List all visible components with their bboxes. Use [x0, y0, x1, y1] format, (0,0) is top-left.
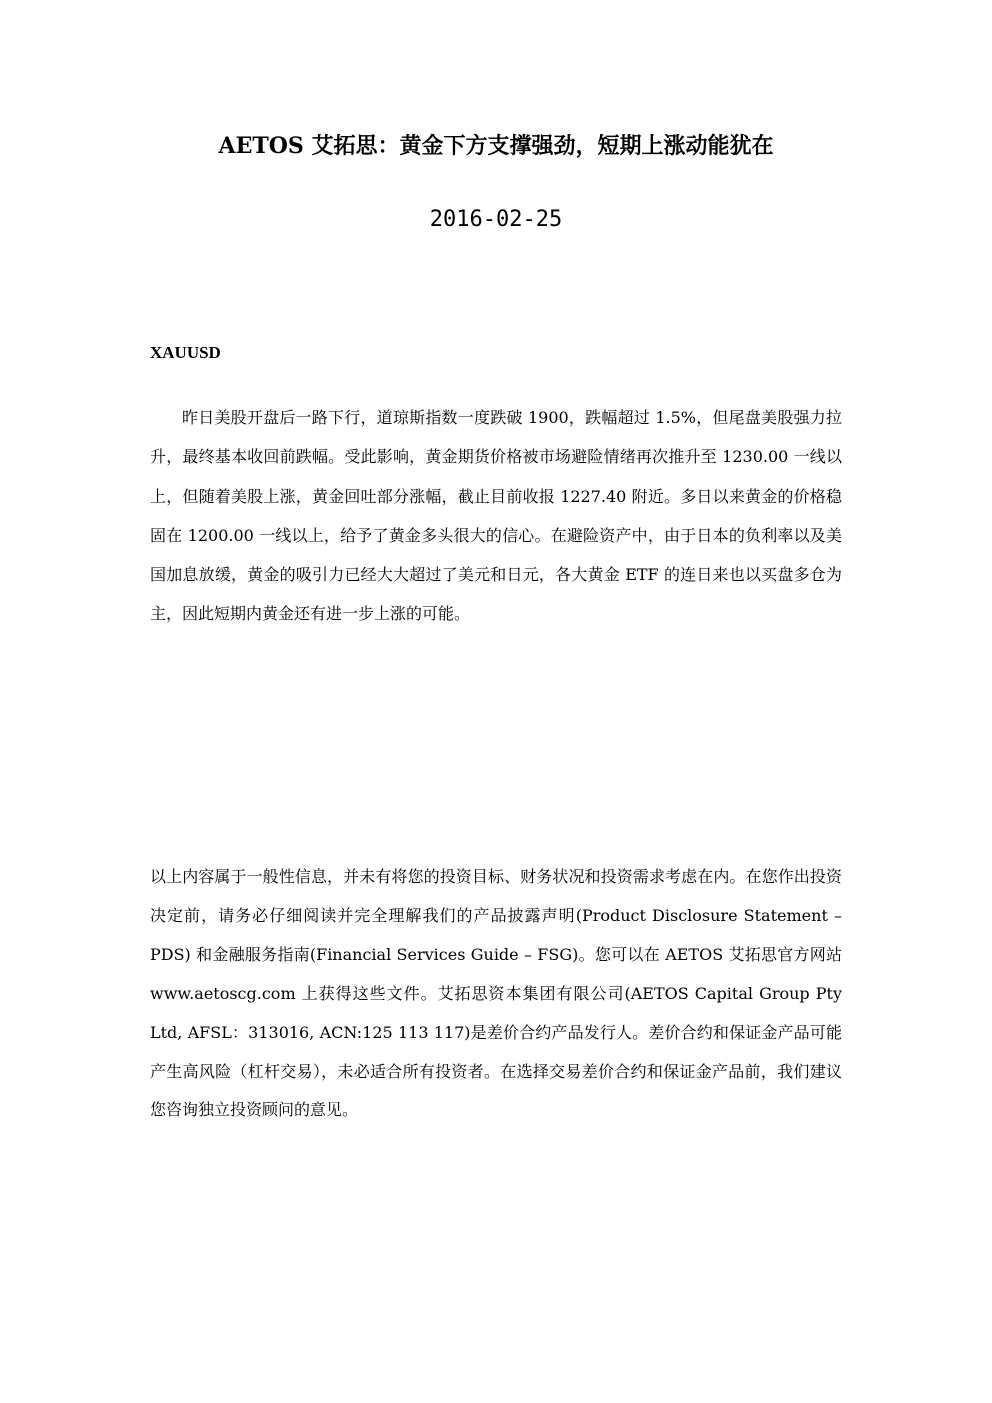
document-title: AETOS 艾拓思：黄金下方支撑强劲，短期上涨动能犹在 [218, 133, 774, 159]
disclaimer-paragraph: 以上内容属于一般性信息，并未有将您的投资目标、财务状况和投资需求考虑在内。在您作出投资决定前，请务必仔细阅读并完全理解我们的产品披露声明(Product Disclosure Statement – PDS) 和金融服务指南(Financial Services Guide – FSG)。您可以在 AETOS 艾拓思官方网站 www.aetoscg.com 上获得这些文件。艾拓思资本集团有限公司(AETOS Capital Group Pty Ltd, AFSL：313016, ACN:125 113 117)是差价合约产品发行人。差价合约和保证金产品可能产生高风险（杠杆交易），未必适合所有投资者。在选择交易差价合约和保证金产品前，我们建议您咨询独立投资顾问的意见。 [150, 867, 842, 1120]
document-date: 2016-02-25 [429, 207, 563, 232]
instrument-symbol: XAUUSD [150, 343, 221, 362]
analysis-paragraph: 昨日美股开盘后一路下行，道琼斯指数一度跌破 1900，跌幅超过 1.5%，但尾盘美股强力拉升，最终基本收回前跌幅。受此影响，黄金期货价格被市场避险情绪再次推升至 1230.00 一线以上，但随着美股上涨，黄金回吐部分涨幅，截止目前收报 1227.40 附近。多日以来黄金的价格稳固在 1200.00 一线以上，给予了黄金多头很大的信心。在避险资产中，由于日本的负利率以及美国加息放缓，黄金的吸引力已经大大超过了美元和日元，各大黄金 ETF 的连日来也以买盘多仓为主，因此短期内黄金还有进一步上涨的可能。 [150, 408, 842, 624]
